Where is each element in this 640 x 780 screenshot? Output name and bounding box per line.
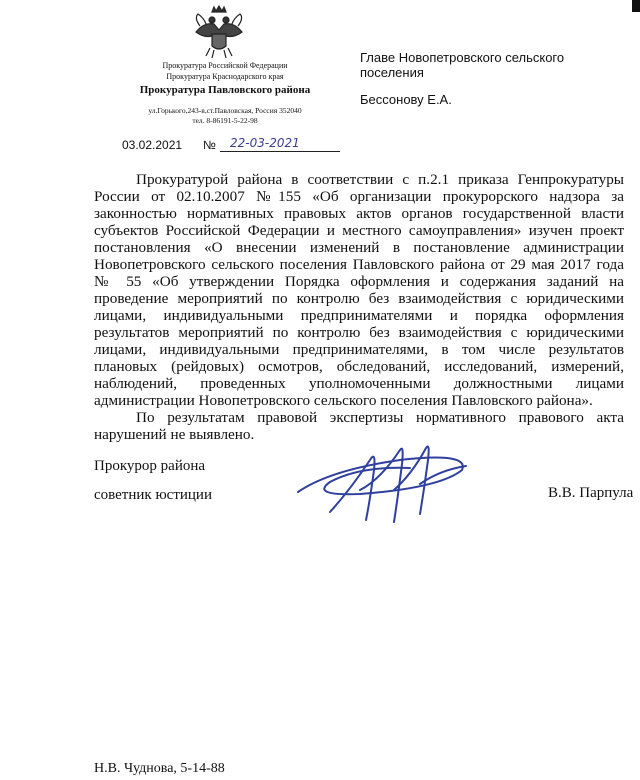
executor-contact: Н.В. Чуднова, 5-14-88 bbox=[94, 761, 225, 776]
signer-name: В.В. Парпула bbox=[548, 485, 634, 501]
addressee-line-1: Главе Новопетровского сельского bbox=[360, 50, 565, 65]
document-body bbox=[94, 171, 624, 443]
handwritten-signature-icon bbox=[290, 430, 500, 530]
letterhead-line-2: Прокуратура Краснодарского края bbox=[166, 72, 284, 81]
document-number-handwritten: 22-03-2021 bbox=[230, 136, 300, 150]
letterhead-address: ул.Горького,243-в,ст.Павловская, Россия 352040 bbox=[148, 106, 302, 115]
number-underline bbox=[220, 151, 340, 152]
body-paragraph-2: По результатам правовой экспертизы нормативного правового акта нарушений не выявлено. bbox=[94, 409, 624, 443]
letterhead-line-1: Прокуратура Российской Федерации bbox=[162, 61, 288, 70]
signer-title-line-1: Прокурор района bbox=[94, 458, 206, 474]
letterhead-office: Прокуратура Павловского района bbox=[139, 84, 311, 96]
number-label: № bbox=[203, 138, 216, 152]
coat-of-arms-emblem-icon bbox=[190, 4, 248, 60]
scan-edge-mark bbox=[632, 0, 640, 12]
addressee-line-2: поселения bbox=[360, 65, 424, 80]
letterhead-phone: тел. 8-86191-5-22-98 bbox=[192, 116, 258, 125]
body-paragraph-1: Прокуратурой района в соответствии с п.2.1 приказа Генпрокуратуры России от 02.10.2007 №155 «Об организации прокурорского надзора за законностью нормативных правовых актов органов государственной власти субъектов Российской Федерации и местного самоуправления» изучен проект постановления «О внесении изменений в постановление администрации Новопетровского сельского поселения Павловского района от 29 мая 2017 года № 55 «Об утверждении Порядка оформления и содержания заданий на проведение мероприятий по контролю без взаимодействия с юридическими лицами, индивидуальными предпринимателями и порядка оформления результатов мероприятий по контролю без взаимодействия с юридическими лицами, индивидуальными предпринимателями, в том числе результатов плановых (рейдовых) осмотров, обследований, исследований, измерений, наблюдений, проведенных уполномоченными должностными лицами администрации Новопетровского сельского поселения Павловского района». bbox=[94, 171, 624, 409]
document-date: 03.02.2021 bbox=[122, 138, 183, 152]
addressee-block bbox=[360, 50, 620, 107]
signer-title-line-2: советник юстиции bbox=[94, 487, 212, 503]
addressee-name: Бессонову Е.А. bbox=[360, 92, 452, 107]
